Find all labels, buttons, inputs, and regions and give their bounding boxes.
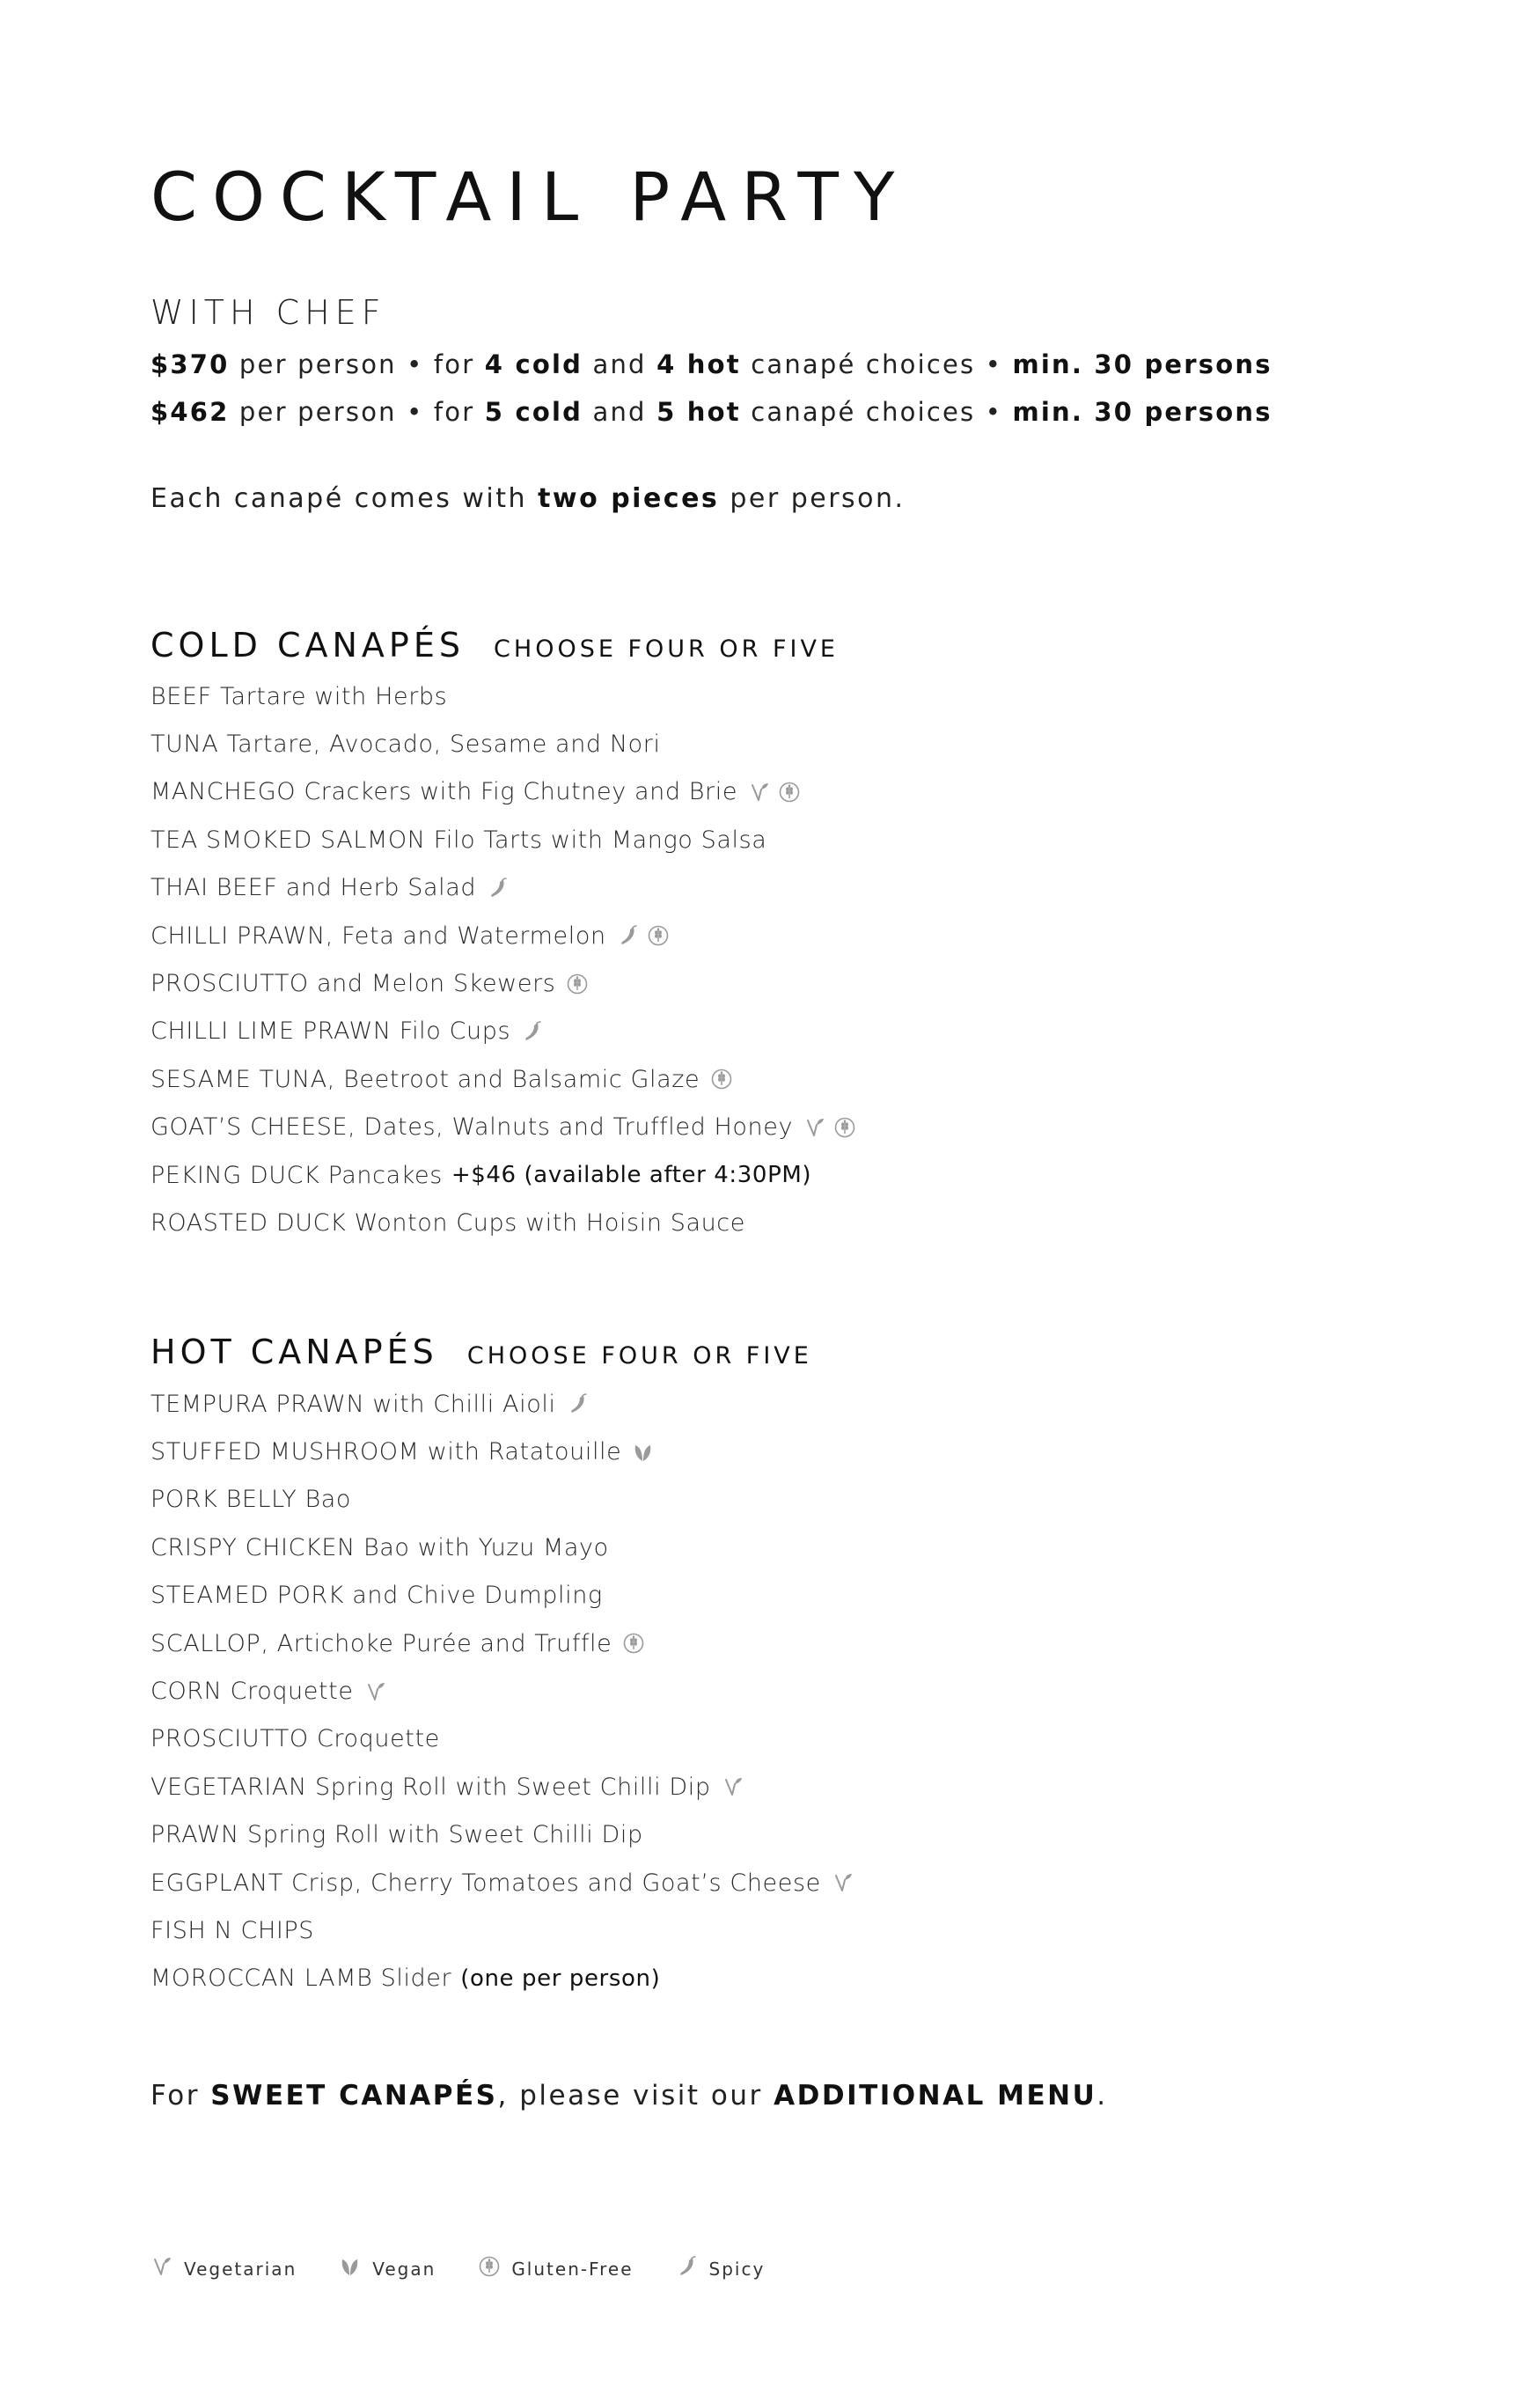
item-name: VEGETARIAN Spring Roll with Sweet Chilli Dip xyxy=(150,1773,711,1801)
vegetarian-icon xyxy=(832,1871,854,1894)
pricing-line-2: $462 per person • for 5 cold and 5 hot canapé choices • min. 30 persons xyxy=(150,397,1272,427)
price: $370 xyxy=(150,349,230,379)
dietary-icons xyxy=(748,781,801,804)
list-item xyxy=(150,1008,856,1055)
list-item xyxy=(150,768,856,816)
list-item xyxy=(150,1199,856,1246)
list-item xyxy=(150,1055,856,1103)
gluten-free-icon xyxy=(778,781,801,804)
spicy-icon xyxy=(617,924,640,947)
list-item xyxy=(150,1572,854,1619)
dietary-icons xyxy=(803,1116,856,1139)
item-name: TEMPURA PRAWN with Chilli Aioli xyxy=(150,1390,556,1418)
legend-label: Gluten-Free xyxy=(511,2258,634,2280)
dietary-icons xyxy=(722,1775,744,1798)
spicy-icon xyxy=(521,1020,544,1043)
item-name: STUFFED MUSHROOM with Ratatouille xyxy=(150,1438,622,1466)
item-name: ROASTED DUCK Wonton Cups with Hoisin Sauce xyxy=(150,1208,745,1237)
list-item xyxy=(150,816,856,863)
list-item xyxy=(150,1955,854,2002)
dietary-icons xyxy=(521,1020,544,1043)
list-item xyxy=(150,1104,856,1151)
list-item xyxy=(150,1715,854,1763)
item-name: THAI BEEF and Herb Salad xyxy=(150,874,477,902)
item-name: EGGPLANT Crisp, Cherry Tomatoes and Goat’s Cheese xyxy=(150,1869,821,1897)
hot-canape-list xyxy=(150,1380,854,2002)
gluten-free-icon xyxy=(710,1068,733,1091)
item-note: (one per person) xyxy=(460,1965,661,1992)
list-item xyxy=(150,1151,856,1199)
item-name: MANCHEGO Crackers with Fig Chutney and Brie xyxy=(150,778,738,806)
gluten-free-icon xyxy=(833,1116,856,1139)
list-item xyxy=(150,1811,854,1859)
list-item xyxy=(150,1619,854,1667)
item-name: GOAT’S CHEESE, Dates, Walnuts and Truffled Honey xyxy=(150,1113,794,1142)
gluten-free-icon xyxy=(566,973,589,995)
item-name: STEAMED PORK and Chive Dumpling xyxy=(150,1582,603,1610)
item-name: CHILLI PRAWN, Feta and Watermelon xyxy=(150,922,606,950)
vegan-icon xyxy=(339,2255,362,2282)
list-item xyxy=(150,1524,854,1571)
item-name: PEKING DUCK Pancakes xyxy=(150,1161,443,1189)
item-name: PROSCIUTTO and Melon Skewers xyxy=(150,970,556,998)
page-subtitle: WITH CHEF xyxy=(150,293,386,332)
item-name: MOROCCAN LAMB Slider xyxy=(150,1965,452,1993)
item-name: CHILLI LIME PRAWN Filo Cups xyxy=(150,1017,511,1046)
spicy-icon xyxy=(676,2255,699,2282)
item-name: CORN Croquette xyxy=(150,1678,354,1706)
item-name: PRAWN Spring Roll with Sweet Chilli Dip xyxy=(150,1821,643,1849)
dietary-legend xyxy=(150,2255,765,2282)
item-name: TUNA Tartare, Avocado, Sesame and Nori xyxy=(150,731,661,759)
dietary-icons xyxy=(632,1441,655,1464)
dietary-icons xyxy=(832,1871,854,1894)
page-title: COCKTAIL PARTY xyxy=(150,158,910,236)
legend-label: Spicy xyxy=(708,2258,766,2280)
dietary-icons xyxy=(364,1680,387,1703)
list-item xyxy=(150,1763,854,1810)
spicy-icon xyxy=(567,1392,590,1415)
gluten-free-icon xyxy=(622,1632,645,1655)
list-item xyxy=(150,1667,854,1715)
pieces-note: Each canapé comes with two pieces per person. xyxy=(150,483,906,514)
list-item xyxy=(150,720,856,768)
dietary-icons xyxy=(710,1068,733,1091)
legend-item-gluten-free xyxy=(478,2255,633,2282)
legend-item-vegan xyxy=(339,2255,436,2282)
cold-canape-list xyxy=(150,672,856,1247)
vegetarian-icon xyxy=(150,2255,173,2282)
vegetarian-icon xyxy=(748,781,771,804)
price: $462 xyxy=(150,397,230,427)
spicy-icon xyxy=(487,877,510,900)
dietary-icons xyxy=(622,1632,645,1655)
item-name: CRISPY CHICKEN Bao with Yuzu Mayo xyxy=(150,1533,609,1561)
item-name: PROSCIUTTO Croquette xyxy=(150,1725,440,1753)
item-name: SCALLOP, Artichoke Purée and Truffle xyxy=(150,1629,612,1657)
hot-section-title: HOT CANAPÉS xyxy=(150,1333,438,1371)
list-item xyxy=(150,1428,854,1475)
dietary-icons xyxy=(487,877,510,900)
hot-section-heading xyxy=(150,1335,812,1369)
dietary-icons xyxy=(617,924,670,947)
item-name: PORK BELLY Bao xyxy=(150,1486,352,1514)
vegan-icon xyxy=(632,1441,655,1464)
list-item xyxy=(150,1859,854,1906)
cold-section-subtitle: CHOOSE FOUR OR FIVE xyxy=(494,635,839,663)
vegetarian-icon xyxy=(803,1116,826,1139)
item-name: SESAME TUNA, Beetroot and Balsamic Glaze xyxy=(150,1065,700,1093)
legend-label: Vegan xyxy=(372,2258,436,2280)
pricing-line-1: $370 per person • for 4 cold and 4 hot canapé choices • min. 30 persons xyxy=(150,349,1272,379)
list-item xyxy=(150,912,856,959)
vegetarian-icon xyxy=(364,1680,387,1703)
item-name: FISH N CHIPS xyxy=(150,1916,315,1944)
list-item xyxy=(150,1476,854,1524)
dietary-icons xyxy=(567,1392,590,1415)
item-note: +$46 (available after 4:30PM) xyxy=(451,1162,812,1189)
gluten-free-icon xyxy=(647,924,670,947)
cold-section-heading xyxy=(150,626,839,665)
item-name: TEA SMOKED SALMON Filo Tarts with Mango Salsa xyxy=(150,826,767,854)
legend-item-spicy xyxy=(676,2255,766,2282)
list-item xyxy=(150,959,856,1007)
list-item xyxy=(150,1906,854,1954)
item-name: BEEF Tartare with Herbs xyxy=(150,682,448,710)
list-item xyxy=(150,864,856,912)
hot-section-subtitle: CHOOSE FOUR OR FIVE xyxy=(466,1342,812,1370)
gluten-free-icon xyxy=(478,2255,501,2282)
legend-label: Vegetarian xyxy=(184,2258,297,2280)
dietary-icons xyxy=(566,973,589,995)
list-item xyxy=(150,1380,854,1428)
legend-item-vegetarian xyxy=(150,2255,297,2282)
vegetarian-icon xyxy=(722,1775,744,1798)
list-item xyxy=(150,672,856,720)
cold-section-title: COLD CANAPÉS xyxy=(150,626,465,665)
sweet-canapes-note: For SWEET CANAPÉS, please visit our ADDITIONAL MENU. xyxy=(150,2080,1108,2112)
